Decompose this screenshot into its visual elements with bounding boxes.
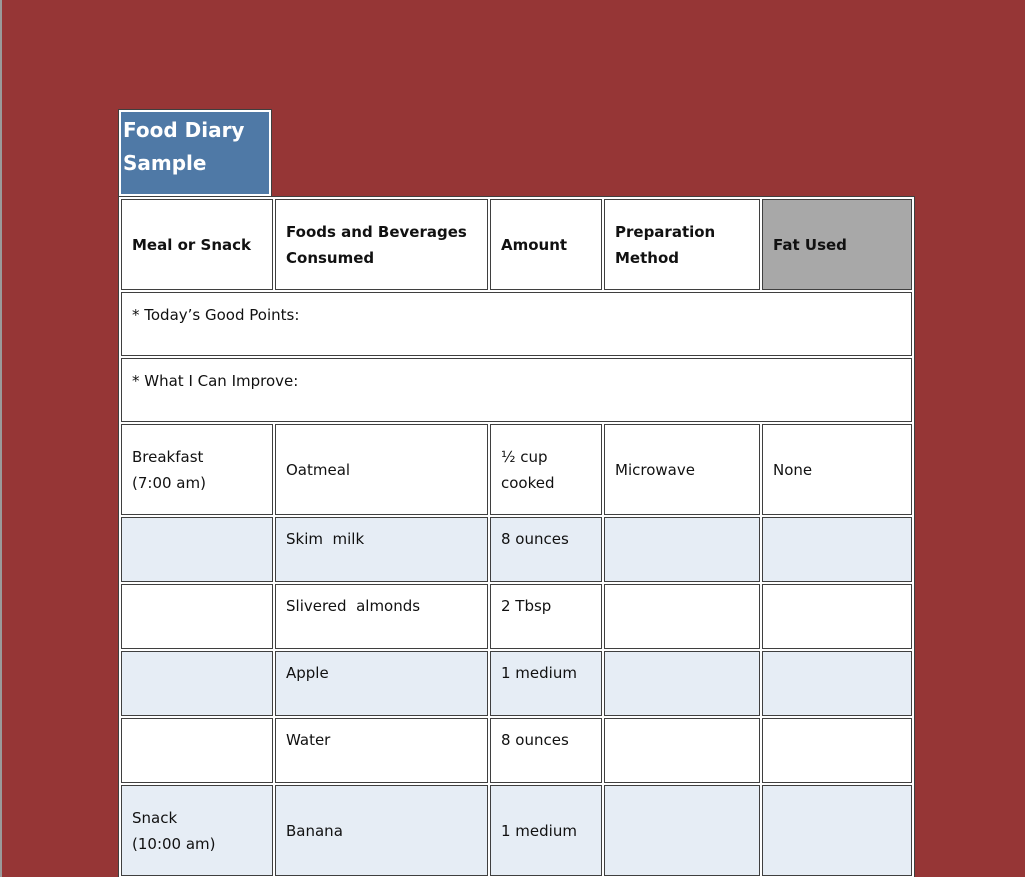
amount-cell[interactable]: 8 ounces — [490, 517, 602, 582]
table-row — [121, 517, 912, 582]
prep-cell[interactable] — [604, 785, 760, 876]
food-diary-table — [118, 196, 915, 877]
food-cell[interactable]: Skim milk — [275, 517, 488, 582]
prep-cell[interactable] — [604, 584, 760, 649]
document-title: Food Diary Sample — [121, 112, 269, 194]
amount-cell[interactable]: 1 medium — [490, 651, 602, 716]
amount-cell[interactable]: ½ cup cooked — [490, 424, 602, 515]
amount-cell[interactable]: 2 Tbsp — [490, 584, 602, 649]
fat-cell[interactable] — [762, 517, 912, 582]
prep-cell[interactable] — [604, 718, 760, 783]
meal-cell[interactable]: Breakfast (7:00 am) — [121, 424, 273, 515]
meal-cell[interactable] — [121, 517, 273, 582]
prep-cell[interactable] — [604, 517, 760, 582]
meal-cell[interactable] — [121, 584, 273, 649]
header-foods: Foods and Beverages Consumed — [275, 199, 488, 290]
food-cell[interactable]: Banana — [275, 785, 488, 876]
fat-cell[interactable] — [762, 584, 912, 649]
good-points-row — [121, 292, 912, 356]
good-points-note[interactable]: * Today’s Good Points: — [121, 292, 912, 356]
meal-cell[interactable]: Snack (10:00 am) — [121, 785, 273, 876]
food-cell[interactable]: Slivered almonds — [275, 584, 488, 649]
fat-cell[interactable] — [762, 785, 912, 876]
food-cell[interactable]: Water — [275, 718, 488, 783]
fat-cell[interactable] — [762, 651, 912, 716]
window-left-edge — [0, 0, 2, 877]
header-prep: Preparation Method — [604, 199, 760, 290]
table-row — [121, 424, 912, 515]
title-box — [118, 109, 272, 197]
prep-cell[interactable]: Microwave — [604, 424, 760, 515]
table-row — [121, 785, 912, 876]
meal-cell[interactable] — [121, 651, 273, 716]
fat-cell[interactable] — [762, 718, 912, 783]
improve-note[interactable]: * What I Can Improve: — [121, 358, 912, 422]
header-row — [121, 199, 912, 290]
improve-row — [121, 358, 912, 422]
prep-cell[interactable] — [604, 651, 760, 716]
meal-cell[interactable] — [121, 718, 273, 783]
amount-cell[interactable]: 8 ounces — [490, 718, 602, 783]
food-cell[interactable]: Apple — [275, 651, 488, 716]
header-meal: Meal or Snack — [121, 199, 273, 290]
amount-cell[interactable]: 1 medium — [490, 785, 602, 876]
table-row — [121, 584, 912, 649]
table-row — [121, 718, 912, 783]
food-cell[interactable]: Oatmeal — [275, 424, 488, 515]
fat-cell[interactable]: None — [762, 424, 912, 515]
header-amount: Amount — [490, 199, 602, 290]
header-fat: Fat Used — [762, 199, 912, 290]
table-row — [121, 651, 912, 716]
